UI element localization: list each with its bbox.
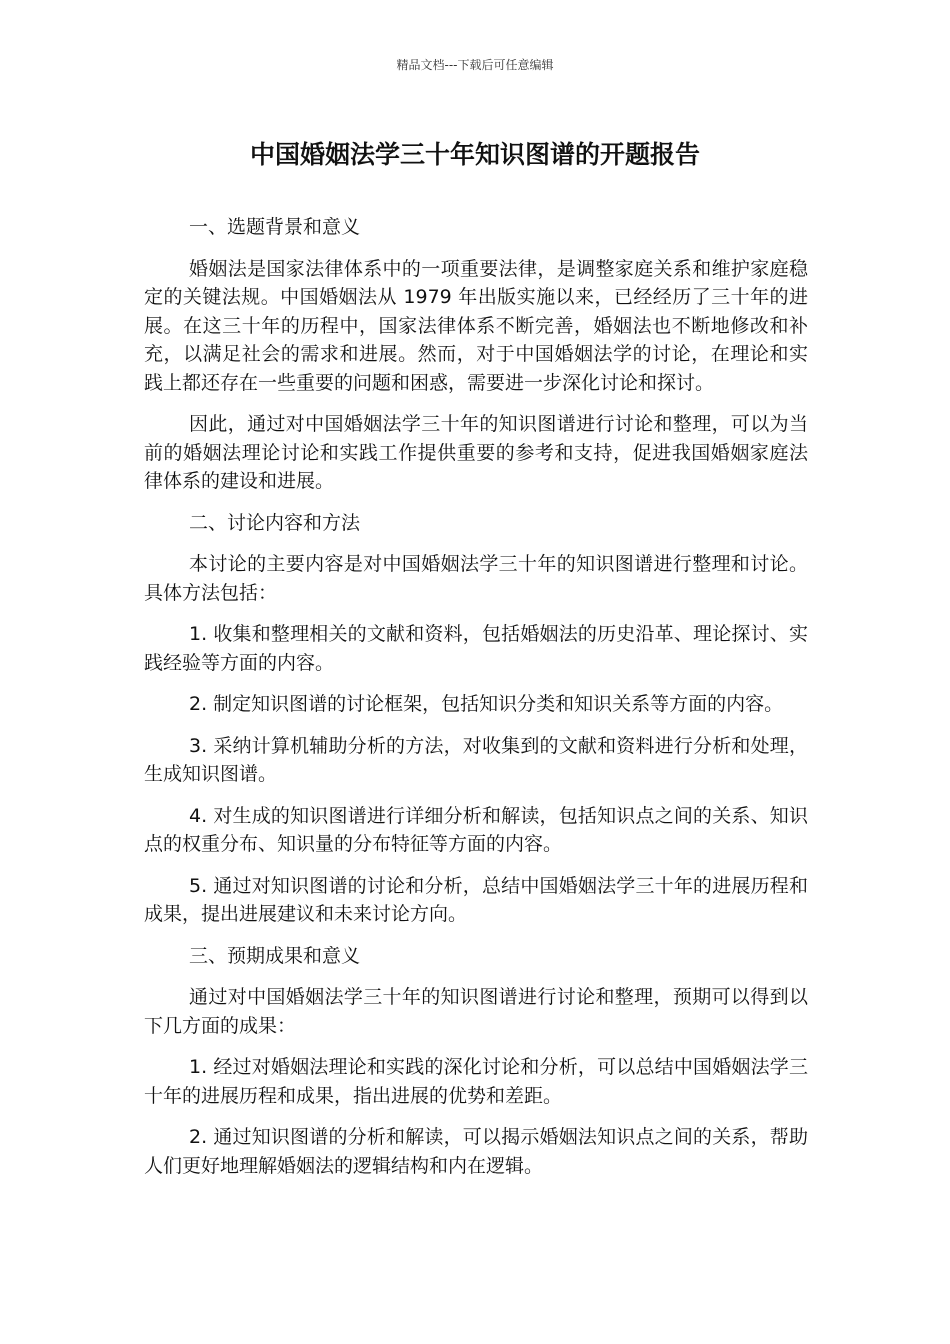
list-item-method-3: 3. 采纳计算机辅助分析的方法，对收集到的文献和资料进行分析和处理，生成知识图谱。 xyxy=(144,734,808,785)
list-item-method-5: 5. 通过对知识图谱的讨论和分析，总结中国婚姻法学三十年的进展历程和成果，提出进展建议和未来讨论方向。 xyxy=(144,874,808,925)
section-heading-expected-results: 三、预期成果和意义 xyxy=(189,944,361,967)
list-item-result-2: 2. 通过知识图谱的分析和解读，可以揭示婚姻法知识点之间的关系，帮助人们更好地理解婚姻法的逻辑结构和内在逻辑。 xyxy=(144,1126,808,1177)
header-note: 精品文档---下载后可任意编辑 xyxy=(396,58,554,72)
list-item-method-2: 2. 制定知识图谱的讨论框架，包括知识分类和知识关系等方面的内容。 xyxy=(189,693,784,715)
paragraph-background-intro: 婚姻法是国家法律体系中的一项重要法律，是调整家庭关系和维护家庭稳定的关键法规。中国婚姻法从 1979 年出版实施以来，已经经历了三十年的进展。在这三十年的历程中，国家法律体系不断完善，婚姻法也不断地修改和补充，以满足社会的需求和进展。然而，对于中国婚姻法学的讨论，在理论和实践上都还存在一些重要的问题和困惑，需要进一步深化讨论和探讨。 xyxy=(144,257,808,394)
section-heading-content-method: 二、讨论内容和方法 xyxy=(189,511,361,534)
paragraph-results-intro: 通过对中国婚姻法学三十年的知识图谱进行讨论和整理，预期可以得到以下几方面的成果： xyxy=(144,986,808,1037)
list-item-method-1: 1. 收集和整理相关的文献和资料，包括婚姻法的历史沿革、理论探讨、实践经验等方面的内容。 xyxy=(144,623,808,674)
document-body xyxy=(144,213,808,1193)
document-title: 中国婚姻法学三十年知识图谱的开题报告 xyxy=(249,140,700,169)
paragraph-content-intro: 本讨论的主要内容是对中国婚姻法学三十年的知识图谱进行整理和讨论。具体方法包括： xyxy=(144,553,808,604)
list-item-result-1: 1. 经过对婚姻法理论和实践的深化讨论和分析，可以总结中国婚姻法学三十年的进展历程和成果，指出进展的优势和差距。 xyxy=(144,1056,808,1107)
paragraph-background-purpose: 因此，通过对中国婚姻法学三十年的知识图谱进行讨论和整理，可以为当前的婚姻法理论讨论和实践工作提供重要的参考和支持，促进我国婚姻家庭法律体系的建设和进展。 xyxy=(144,413,808,492)
list-item-method-4: 4. 对生成的知识图谱进行详细分析和解读，包括知识点之间的关系、知识点的权重分布、知识量的分布特征等方面的内容。 xyxy=(144,804,808,855)
section-heading-background: 一、选题背景和意义 xyxy=(189,216,361,238)
